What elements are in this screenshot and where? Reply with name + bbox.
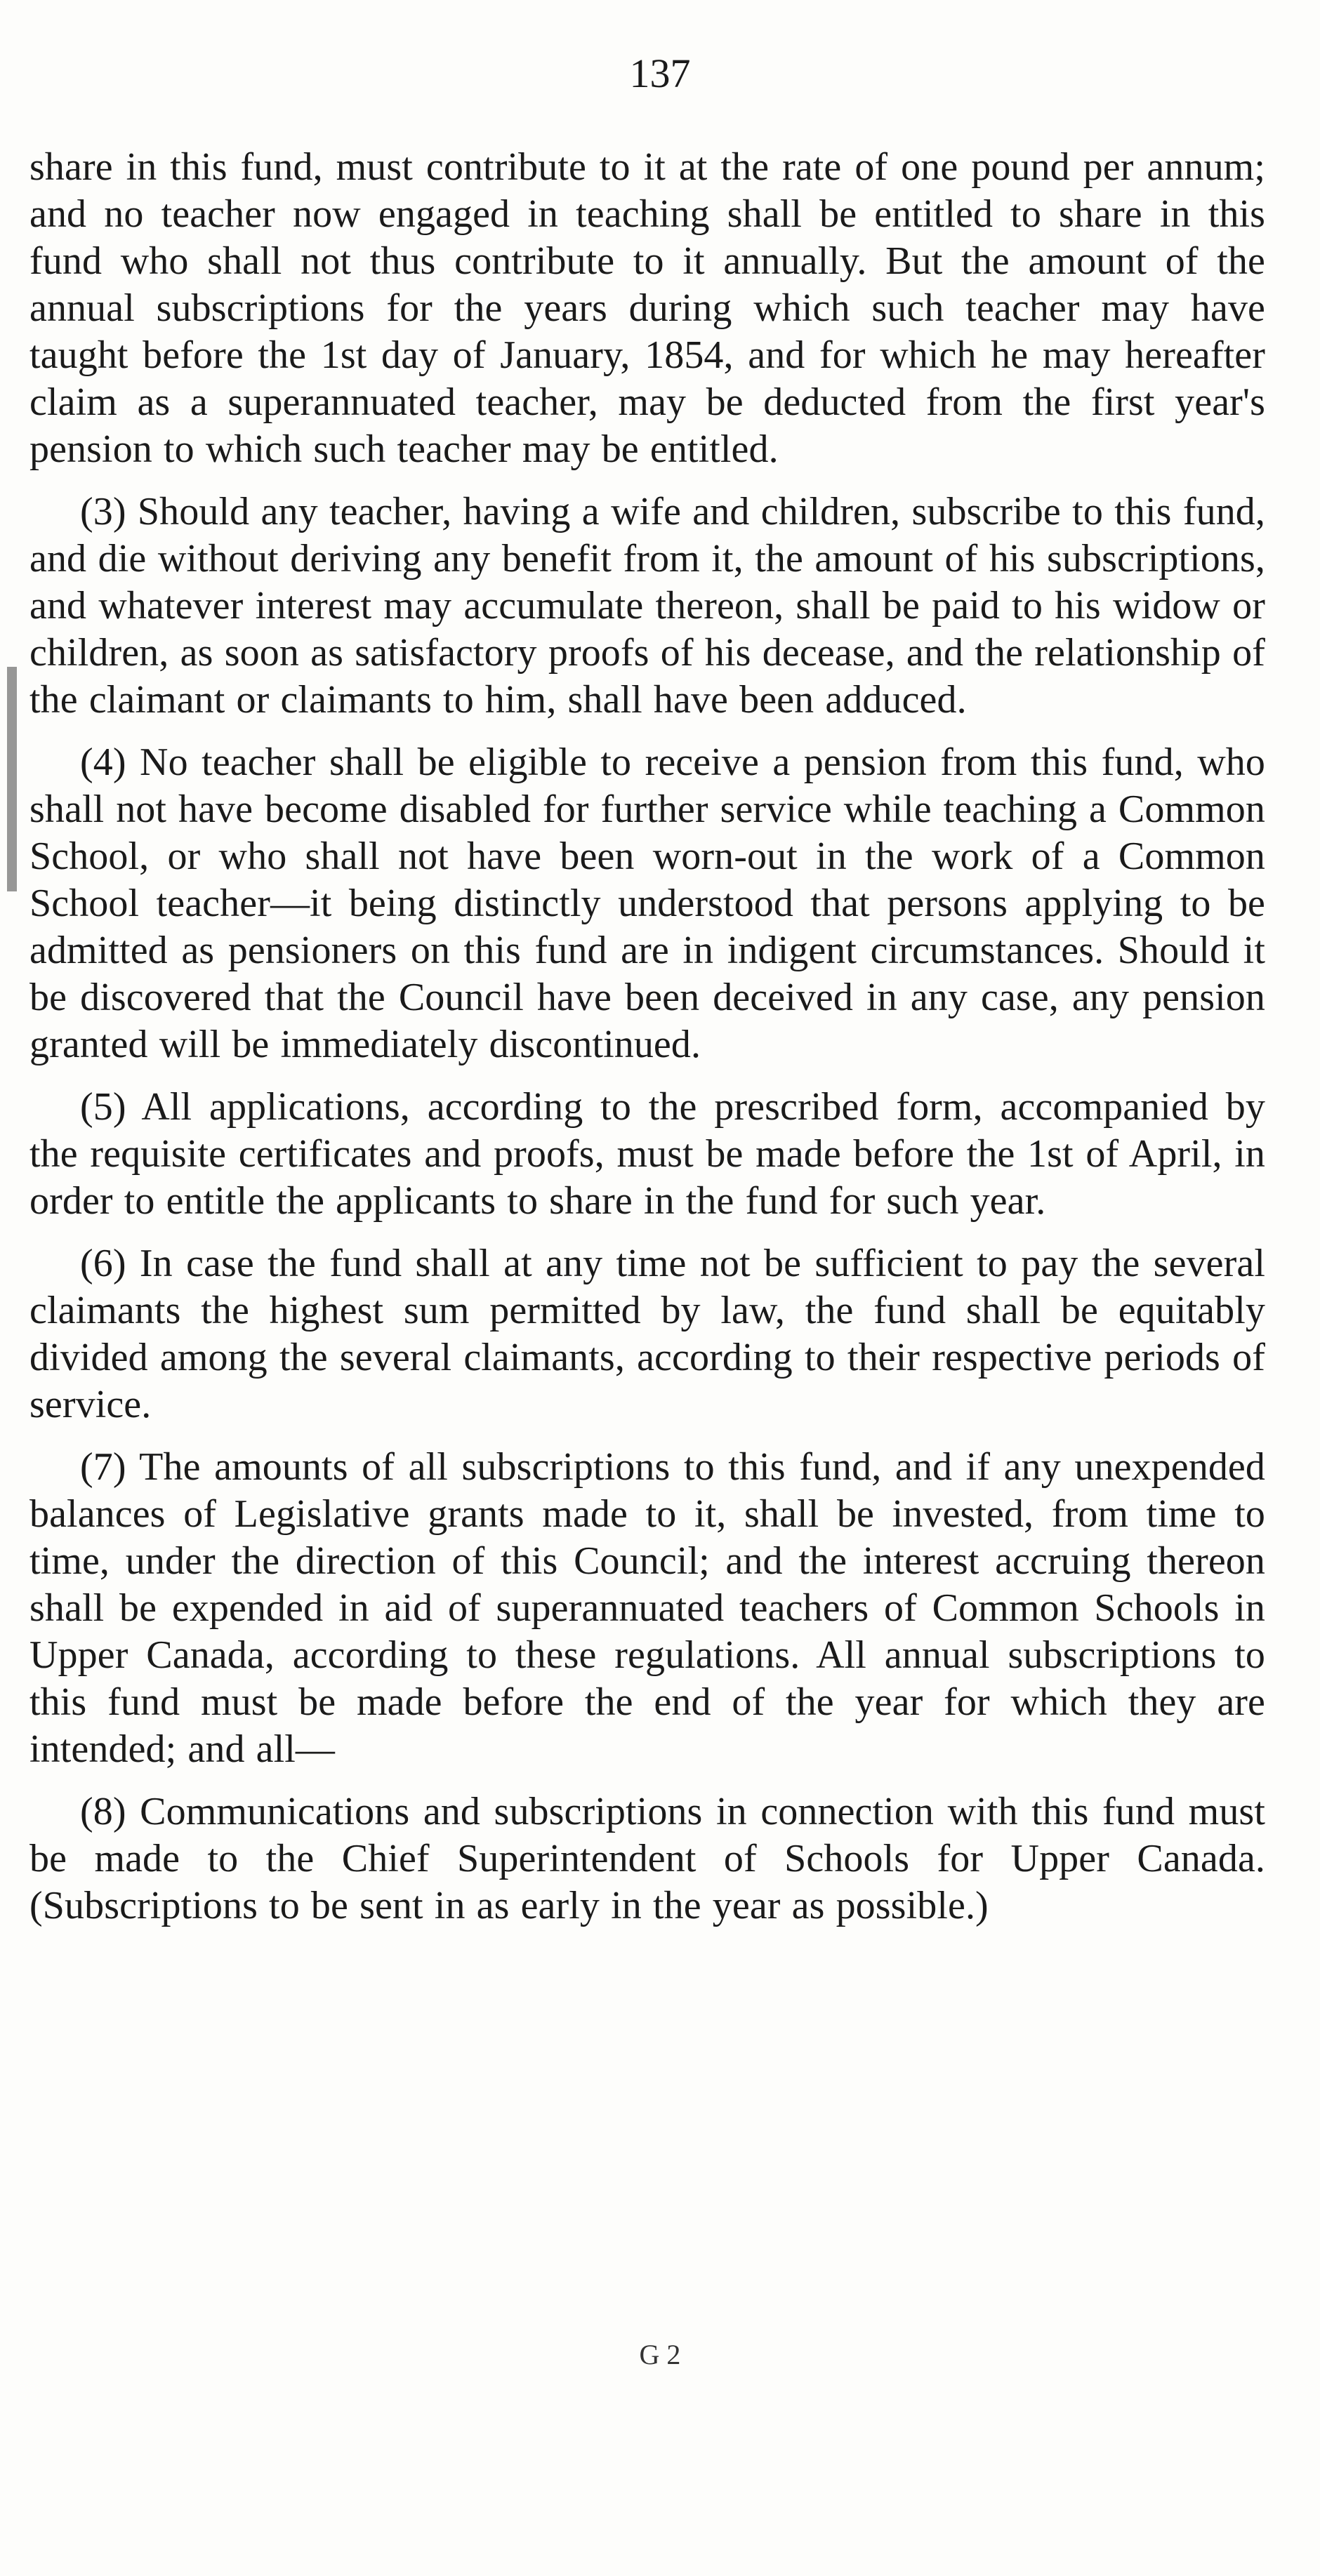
paragraph-continued: share in this fund, must contribute to it at the rate of one pound per annum; and no teacher now engaged in teaching shall be entitled to share in this fund who shall not thus contribute to it annually. But the amount of the annual subscriptions for the years during which such teacher may have taught before the 1st day of January, 1854, and for which he may hereafter claim as a superannuated teacher, may be deducted from the first year's pension to which such teacher may be entitled. bbox=[29, 145, 1265, 471]
printer-signature-mark: G 2 bbox=[639, 2339, 681, 2370]
paragraph-8: (8) Communications and subscriptions in connection with this fund must be made to the Chief Superintendent of Schools for Upper Canada. (Subscriptions to be sent in as early in the year as possible.) bbox=[29, 1790, 1265, 1927]
paragraph-5: (5) All applications, according to the prescribed form, accompanied by the requisite certificates and proofs, must be made before the 1st of April, in order to entitle the applicants to share in the fund for such year. bbox=[29, 1085, 1265, 1223]
margin-mark bbox=[7, 667, 17, 891]
paragraph-4: (4) No teacher shall be eligible to receive a pension from this fund, who shall not have become disabled for further service while teaching a Common School, or who shall not have been worn-out in the work of a Common School teacher—it being distinctly understood that persons applying to be admitted as pensioners on this fund are in indigent circumstances. Should it be discovered that the Council have been deceived in any case, any pension granted will be immediately discontinued. bbox=[29, 741, 1265, 1066]
paragraph-6: (6) In case the fund shall at any time not be sufficient to pay the several claimants the highest sum permitted by law, the fund shall be equitably divided among the several claimants, according to their respective periods of service. bbox=[29, 1242, 1265, 1426]
paragraph-7: (7) The amounts of all subscriptions to this fund, and if any unexpended balances of Legislative grants made to it, shall be invested, from time to time, under the direction of this Council; and the interest accruing thereon shall be expended in aid of superannuated teachers of Common Schools in Upper Canada, according to these regulations. All annual subscriptions to this fund must be made before the end of the year for which they are intended; and all— bbox=[29, 1445, 1265, 1771]
body-text bbox=[29, 144, 1265, 1945]
paragraph-3: (3) Should any teacher, having a wife and children, subscribe to this fund, and die without deriving any benefit from it, the amount of his subscriptions, and whatever interest may accumulate thereon, shall be paid to his widow or children, as soon as satisfactory proofs of his decease, and the relationship of the claimant or claimants to him, shall have been adduced. bbox=[29, 490, 1265, 722]
page-number: 137 bbox=[629, 51, 691, 96]
